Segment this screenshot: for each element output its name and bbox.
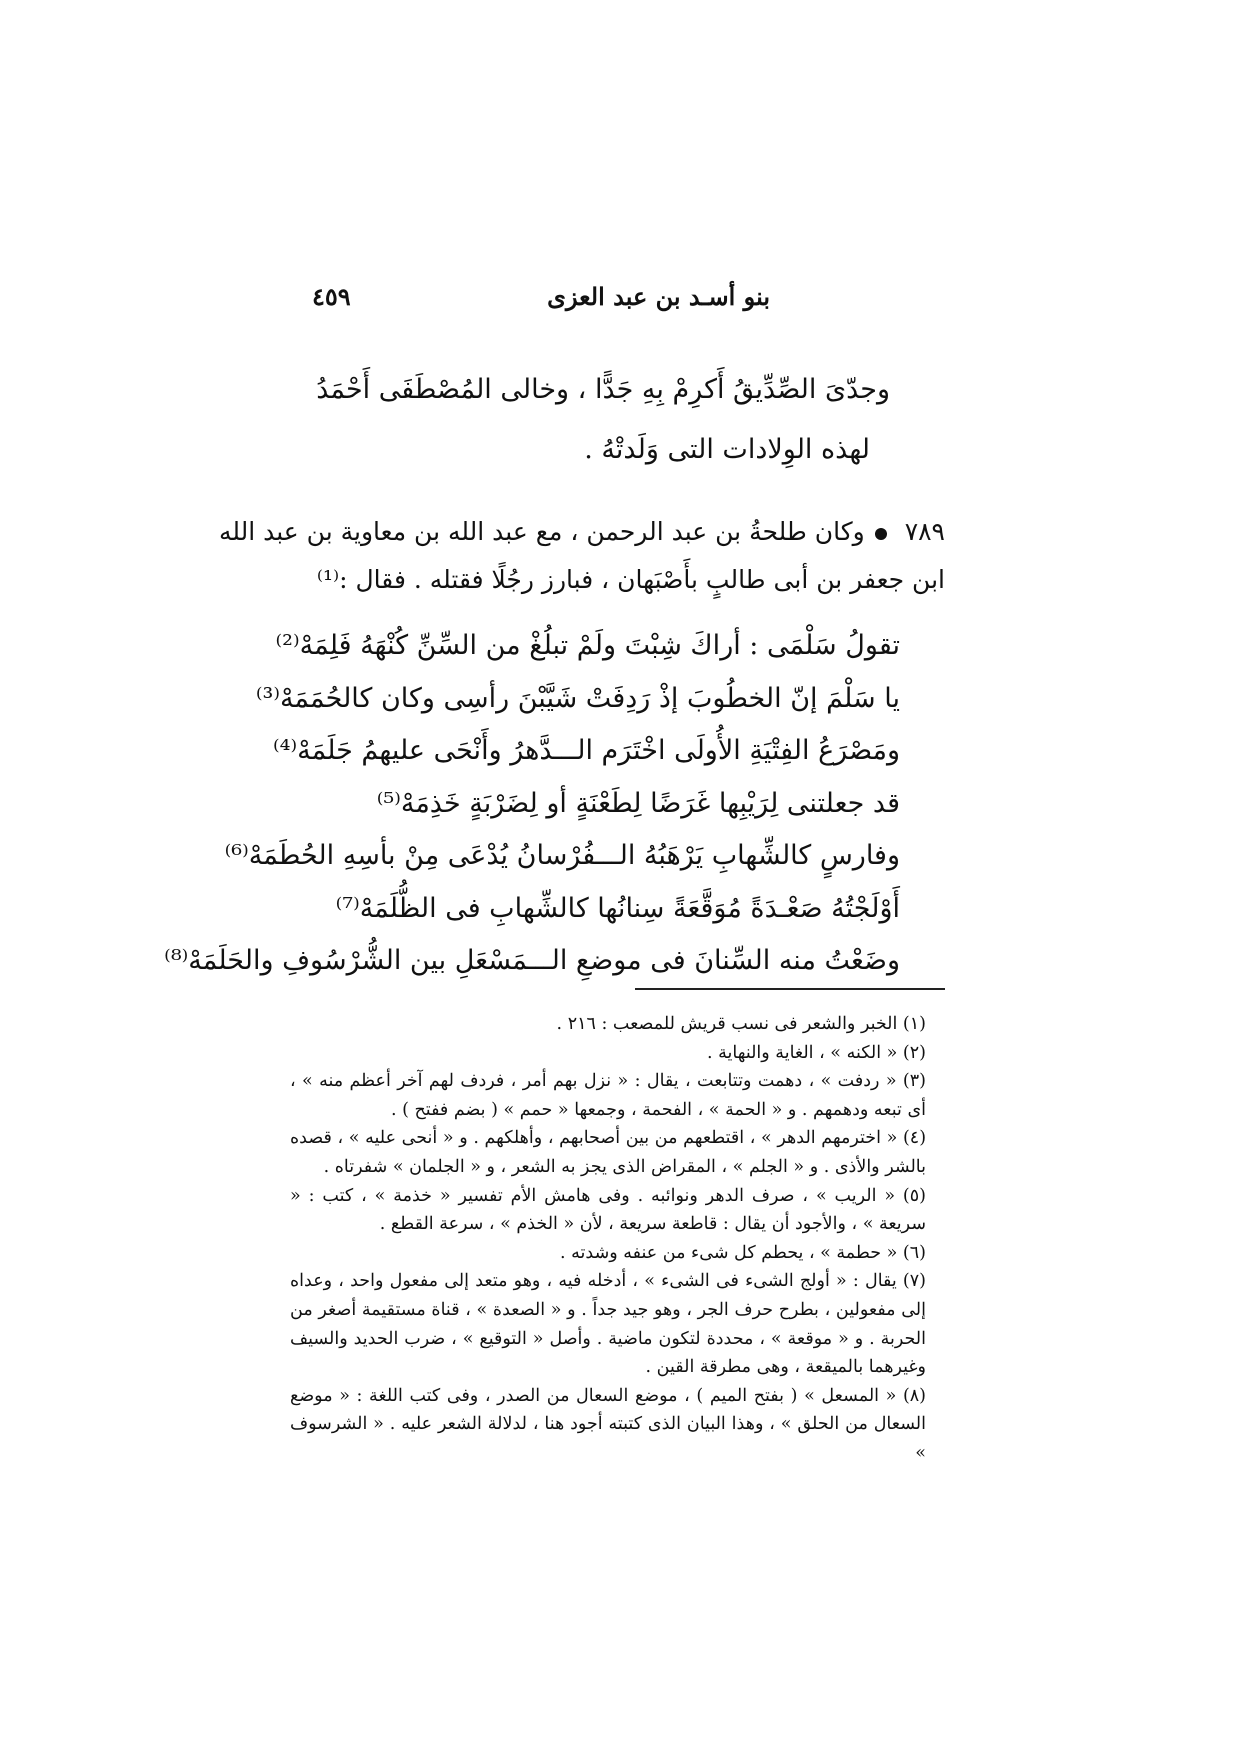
poem xyxy=(164,620,900,988)
narrative-line xyxy=(219,508,945,556)
footnote: (٦) « حطمة » ، يحطم كل شىء من عنفه وشدته . xyxy=(560,1242,926,1263)
entry-number: ٧٨٩ xyxy=(904,517,945,546)
footnote-divider xyxy=(635,988,945,990)
poem-verse: وفارسٍ كالشِّهابِ يَرْهَبُهُ الـــفُرْسانُ يُدْعَى مِنْ بأسِهِ الحُطَمَهْ⁽⁶⁾ xyxy=(224,840,900,871)
footnotes xyxy=(290,1010,950,1468)
verse-intro xyxy=(316,360,890,480)
poem-verse: يا سَلْمَ إنّ الخطُوبَ إذْ رَدِفَتْ شَيَّبْنَ رأسِى وكان كالحُمَمَهْ⁽³⁾ xyxy=(255,682,900,714)
running-title: بنو أسـد بن عبد العزى xyxy=(547,282,770,311)
footnote: (٢) « الكنه » ، الغاية والنهاية . xyxy=(707,1042,926,1063)
page-number: ٤٥٩ xyxy=(312,282,351,311)
footnote: (٨) « المسعل » ( بفتح الميم ) ، موضع السعال من الصدر ، وفى كتب اللغة : « موضع السعال من الحلق » ، وهذا البيان الذى كتبته أجود هنا ، لدلالة الشعر عليه . « الشرسوف » xyxy=(290,1385,926,1463)
footnote: (٣) « ردفت » ، دهمت وتتابعت ، يقال : « نزل بهم أمر ، فردف لهم آخر أعظم منه » ، أى تبعه ودهمهم . و « الحمة » ، الفحمة ، وجمعها « حمم » ( بضم ففتح ) . xyxy=(290,1071,926,1120)
poem-verse: وضَعْتُ منه السِّنانَ فى موضعِ الـــمَسْعَلِ بين الشُّرْسُوفِ والحَلَمَهْ⁽⁸⁾ xyxy=(164,945,900,976)
poem-verse: ومَصْرَعُ الفِتْيَةِ الأُولَى اخْتَرَم الـــدَّهرُ وأَنْحَى عليهمُ جَلَمَهْ⁽⁴⁾ xyxy=(273,735,900,766)
poem-verse: قد جعلتنى لِرَيْبِها غَرَضًا لِطَعْنَةٍ أو لِضَرْبَةٍ خَذِمَهْ⁽⁵⁾ xyxy=(376,787,900,819)
narrative-line: ابن جعفر بن أبى طالبٍ بأَصْبَهان ، فبارز رجُلًا فقتله . فقال :⁽¹⁾ xyxy=(316,565,945,594)
poem-verse: تقولُ سَلْمَى : أراكَ شِبْتَ ولَمْ تبلُغْ من السِّنِّ كُنْهَهُ فَلِمَهْ⁽²⁾ xyxy=(275,630,900,661)
footnote: (٥) « الريب » ، صرف الدهر ونوائبه . وفى هامش الأم تفسير « خذمة » ، كتب : « سريعة » ، والأجود أن يقال : قاطعة سريعة ، لأن « الخذم » ، سرعة القطع . xyxy=(290,1185,926,1235)
page-header xyxy=(300,282,960,322)
poem-verse: أَوْلَجْتُهُ صَعْـدَةً مُوَقَّعَةً سِنانُها كالشِّهابِ فى الظُّلَمَهْ⁽⁷⁾ xyxy=(335,892,900,924)
footnote: (١) الخبر والشعر فى نسب قريش للمصعب : ٢١٦ . xyxy=(556,1014,926,1034)
bullet-icon xyxy=(875,528,887,540)
footnote: (٤) « اخترمهم الدهر » ، اقتطعهم من بين أصحابهم ، وأهلكهم . و « أنحى عليه » ، قصده بالشر والأذى . و « الجلم » ، المقراض الذى يجز به الشعر ، و « الجلمان » شفرتاه . xyxy=(290,1128,927,1177)
narrative-text: وكان طلحةُ بن عبد الرحمن ، مع عبد الله بن معاوية بن عبد الله xyxy=(218,517,865,546)
verse-intro-line: وجدّىَ الصِّدِّيقُ أَكرِمْ بِهِ جَدًّا ، وخالى المُصْطَفَى أَحْمَدُ xyxy=(316,374,890,405)
narrative-paragraph xyxy=(219,508,945,604)
footnote: (٧) يقال : « أولج الشىء فى الشىء » ، أدخله فيه ، وهو متعد إلى مفعول واحد ، وعداه إلى مفعولين ، بطرح حرف الجر ، وهو جيد جداً . و « الصعدة » ، قناة مستقيمة أصغر من الحربة . و « موقعة » ، محددة لتكون ماضية . وأصل « التوقيع » ، ضرب الحديد والسيف وغيرهما بالميقعة ، وهى مطرقة القين . xyxy=(290,1271,926,1378)
verse-intro-line: لهذه الوِلادات التى وَلَدتْهُ . xyxy=(584,434,870,465)
